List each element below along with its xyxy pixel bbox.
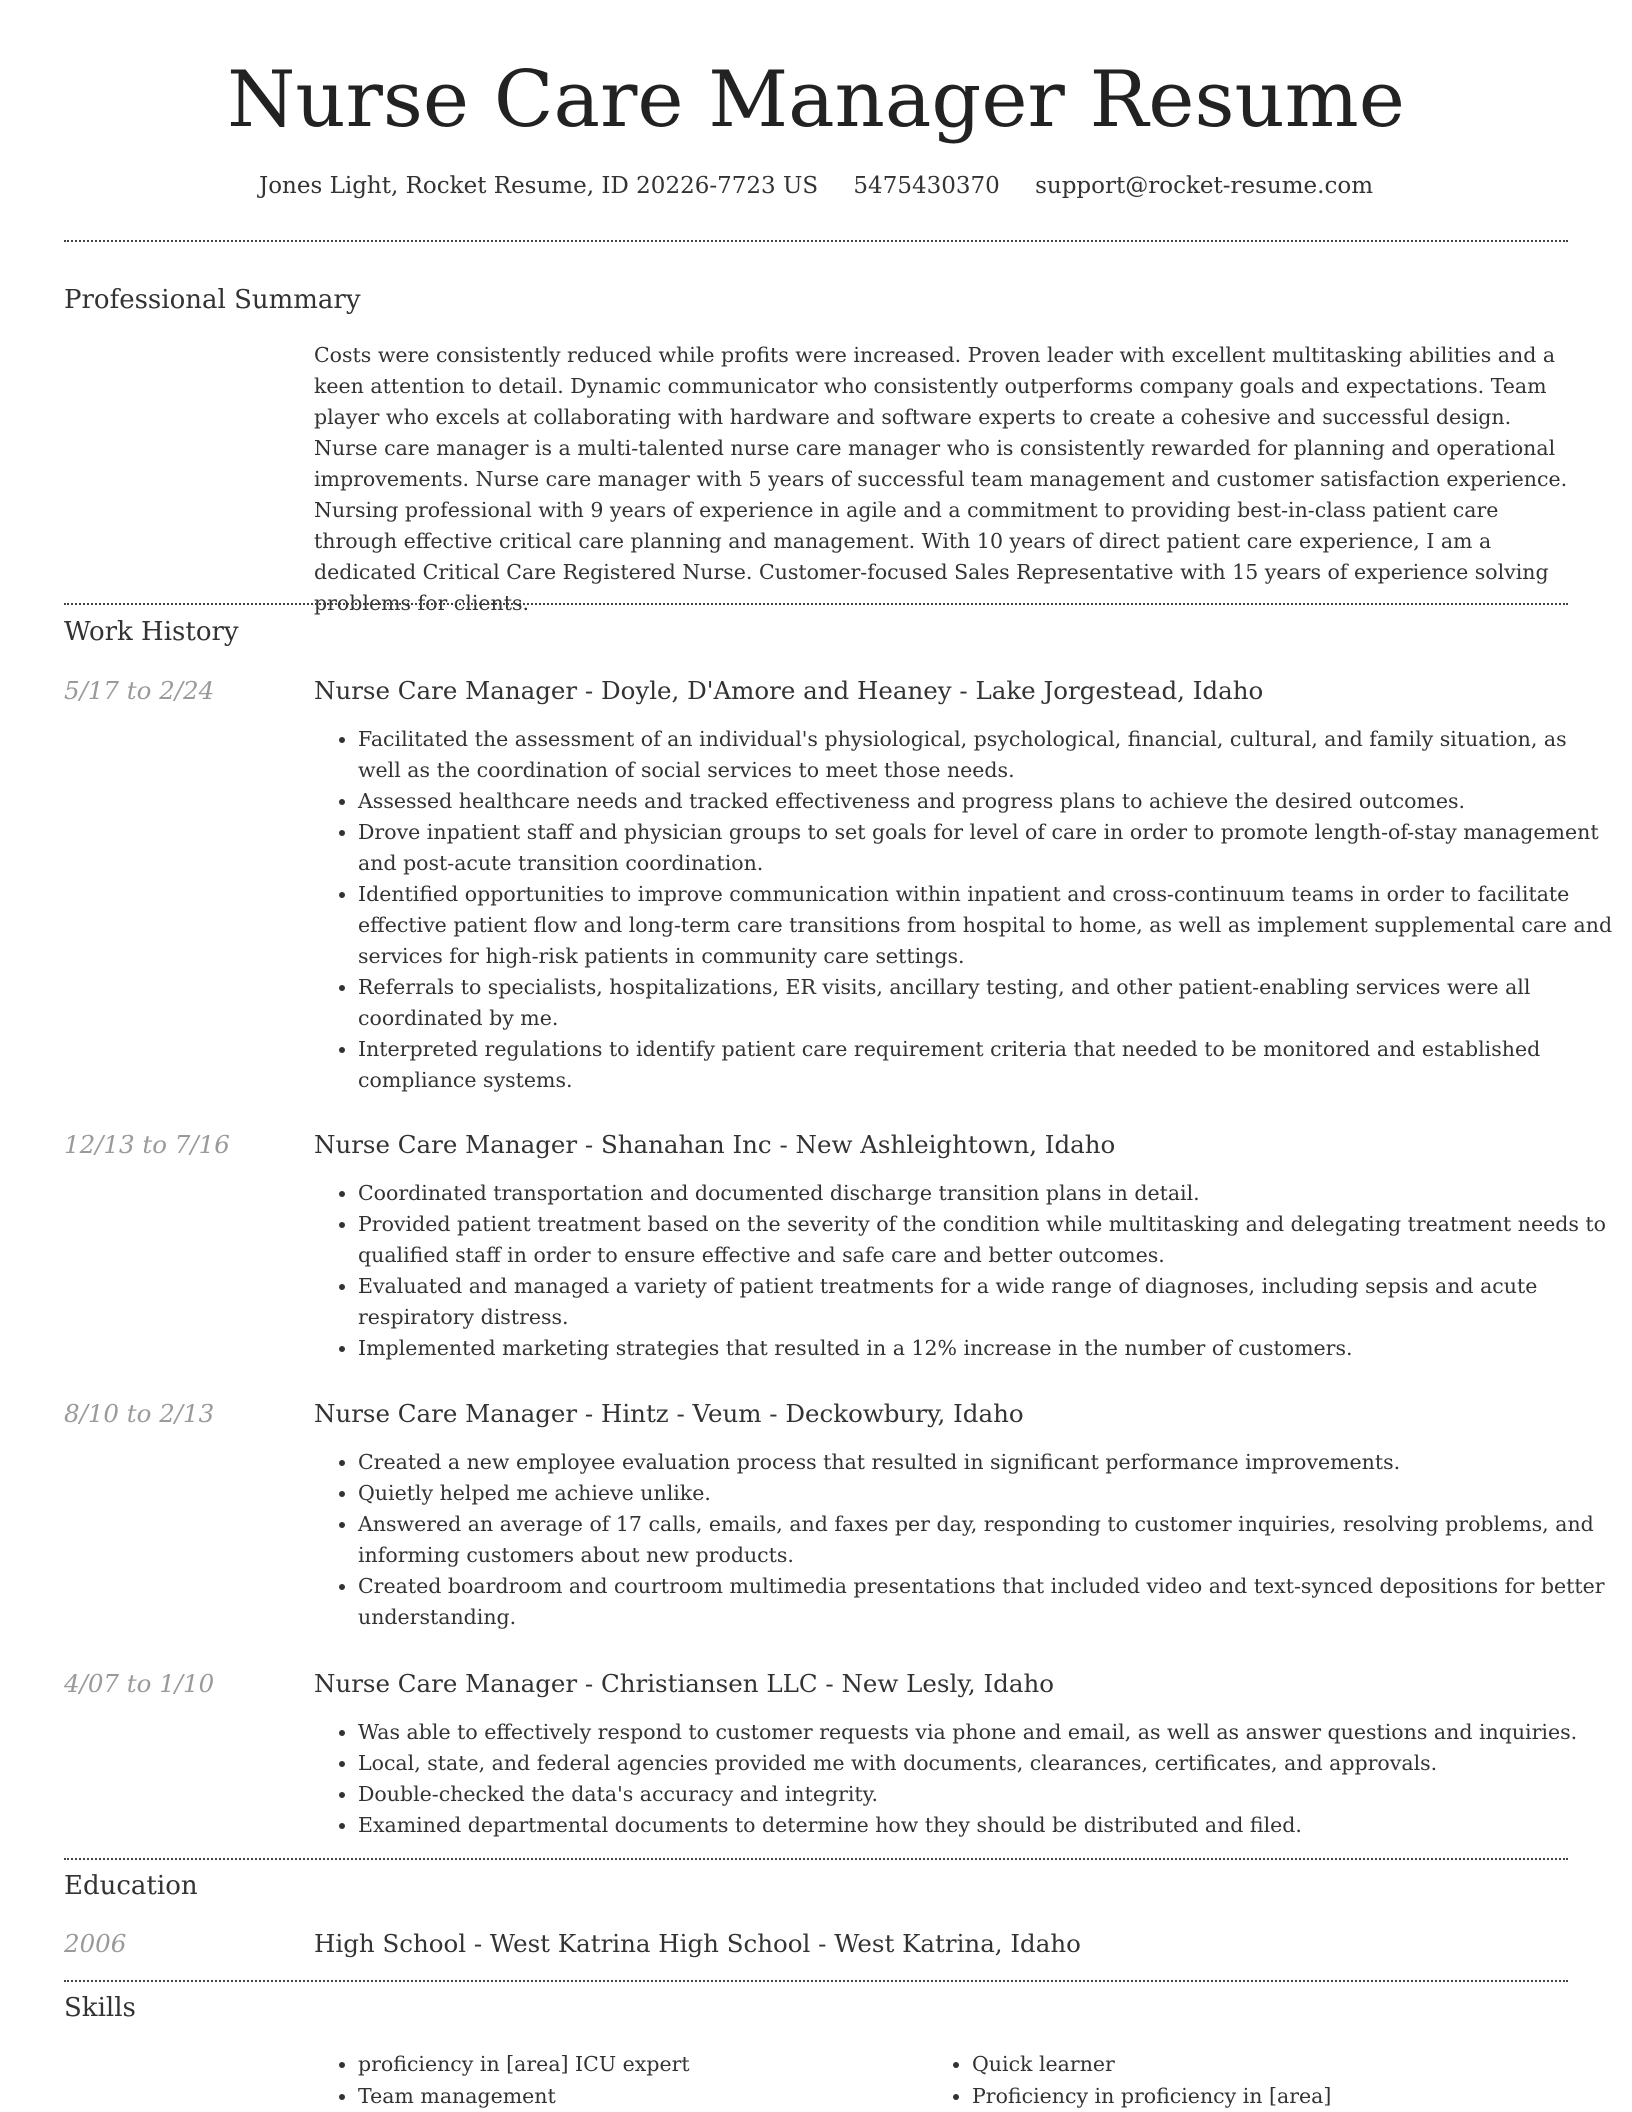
skills-column (928, 2048, 1572, 2112)
job-bullet: • Examined departmental documents to determine how they should be distributed and filed. (358, 1810, 1614, 1841)
summary-text: Costs were consistently reduced while profits were increased. Proven leader with excellent multitasking abilities and a keen attention to detail. Dynamic communicator who consistently outperforms company goals and expectations. Team player who excels at collaborating with hardware and software experts to create a cohesive and successful design. Nurse care manager is a multi-talented nurse care manager who is consistently rewarded for planning and operational improvements. Nurse care manager with 5 years of successful team management and customer satisfaction experience. Nursing professional with 9 years of experience in agile and a commitment to providing best-in-class patient care through effective critical care planning and management. With 10 years of direct patient care experience, I am a dedicated Critical Care Registered Nurse. Customer-focused Sales Representative with 15 years of experience solving problems for clients. (314, 343, 1568, 615)
job-bullet: • Drove inpatient staff and physician groups to set goals for level of care in order to promote length-of-stay management and post-acute transition coordination. (358, 817, 1614, 879)
summary-heading: Professional Summary (64, 285, 361, 315)
section-divider (64, 240, 1568, 242)
job-bullets (314, 1717, 1614, 1841)
job-bullet: • Answered an average of 17 calls, emails, and faxes per day, responding to customer inquiries, resolving problems, and informing customers about new products. (358, 1509, 1614, 1571)
skills-heading: Skills (64, 1993, 136, 2023)
job-dates: 12/13 to 7/16 (64, 1130, 230, 1159)
job-bullet: • Evaluated and managed a variety of patient treatments for a wide range of diagnoses, including sepsis and acute respiratory distress. (358, 1271, 1614, 1333)
section-divider (64, 603, 1568, 605)
job-bullet: • Coordinated transportation and documented discharge transition plans in detail. (358, 1178, 1614, 1209)
job-bullet: • Assessed healthcare needs and tracked effectiveness and progress plans to achieve the desired outcomes. (358, 786, 1614, 817)
contact-phone: 5475430370 (853, 173, 1000, 199)
job-bullet: • Facilitated the assessment of an individual's physiological, psychological, financial, cultural, and family situation, as well as the coordination of social services to meet those needs. (358, 724, 1614, 786)
job-bullet: • Implemented marketing strategies that resulted in a 12% increase in the number of customers. (358, 1333, 1614, 1364)
job-dates: 8/10 to 2/13 (64, 1399, 215, 1428)
job-bullet: • Was able to effectively respond to customer requests via phone and email, as well as answer questions and inquiries. (358, 1717, 1614, 1748)
skills-column (314, 2048, 958, 2112)
skill-item: • proficiency in [area] ICU expert (358, 2048, 958, 2080)
skills-list (314, 2048, 1570, 2112)
job-dates: 4/07 to 1/10 (64, 1669, 215, 1698)
job-bullet: • Provided patient treatment based on the severity of the condition while multitasking and delegating treatment needs to qualified staff in order to ensure effective and safe care and better outcomes. (358, 1209, 1614, 1271)
job-bullet: • Identified opportunities to improve communication within inpatient and cross-continuum teams in order to facilitate effective patient flow and long-term care transitions from hospital to home, as well as implement supplemental care and services for high-risk patients in community care settings. (358, 879, 1614, 972)
job-dates: 5/17 to 2/24 (64, 676, 215, 705)
job-bullet: • Double-checked the data's accuracy and integrity. (358, 1779, 1614, 1810)
job-title: Nurse Care Manager - Doyle, D'Amore and Heaney - Lake Jorgestead, Idaho (314, 676, 1264, 705)
contact-email: support@rocket-resume.com (1035, 173, 1374, 199)
education-heading: Education (64, 1871, 198, 1901)
contact-line (0, 170, 1632, 202)
job-bullet: • Interpreted regulations to identify patient care requirement criteria that needed to be monitored and established compliance systems. (358, 1034, 1614, 1096)
job-bullet: • Referrals to specialists, hospitalizations, ER visits, ancillary testing, and other patient-enabling services were all coordinated by me. (358, 972, 1614, 1034)
job-bullet: • Local, state, and federal agencies provided me with documents, clearances, certificates, and approvals. (358, 1748, 1614, 1779)
work-history-heading: Work History (64, 617, 239, 647)
education-school: High School - West Katrina High School - West Katrina, Idaho (314, 1929, 1081, 1958)
job-title: Nurse Care Manager - Shanahan Inc - New Ashleightown, Idaho (314, 1130, 1116, 1159)
skill-item: • Proficiency in proficiency in [area] (972, 2080, 1572, 2112)
job-bullet: • Created a new employee evaluation process that resulted in significant performance improvements. (358, 1447, 1614, 1478)
section-divider (64, 1980, 1568, 1982)
resume-title: Nurse Care Manager Resume (227, 55, 1405, 145)
job-bullets (314, 1447, 1614, 1633)
job-bullets (314, 1178, 1614, 1364)
job-bullet: • Created boardroom and courtroom multimedia presentations that included video and text-synced depositions for better understanding. (358, 1571, 1614, 1633)
job-title: Nurse Care Manager - Hintz - Veum - Deckowbury, Idaho (314, 1399, 1024, 1428)
job-bullets (314, 724, 1614, 1096)
skill-item: • Team management (358, 2080, 958, 2112)
job-title: Nurse Care Manager - Christiansen LLC - New Lesly, Idaho (314, 1669, 1054, 1698)
contact-address: Jones Light, Rocket Resume, ID 20226-7723 US (258, 173, 819, 199)
section-divider (64, 1858, 1568, 1860)
job-bullet: • Quietly helped me achieve unlike. (358, 1478, 1614, 1509)
skill-item: • Quick learner (972, 2048, 1572, 2080)
education-year: 2006 (64, 1929, 127, 1958)
